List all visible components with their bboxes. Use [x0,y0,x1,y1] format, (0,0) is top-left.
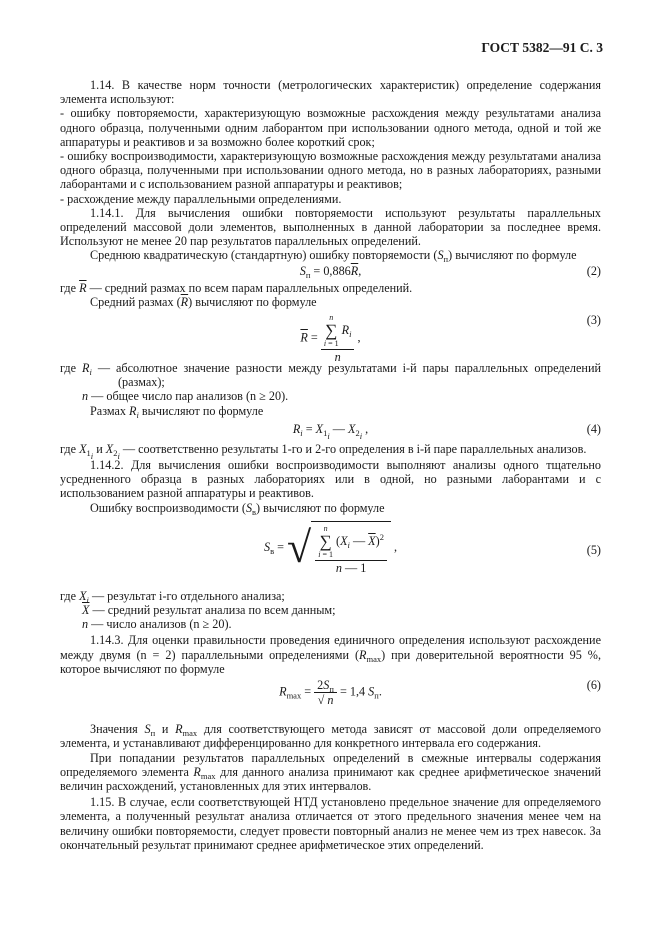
formula-5: $S_в$ = √ n ∑ i = 1 ($X_i$ — $\overline{X})^2$ n — 1 , (5) [60,515,601,589]
where-n: n — общее число пар анализов (n ≥ 20). [82,389,289,404]
section-1-14-intro: 1.14. В качестве норм точности (метрологических характеристик) определение содержания элемента используют: [60,78,601,107]
formula-6: $R_{max}$ = $\frac{2S_п}{√ n}$ = 1,4 $S_п$. (6) [279,678,601,708]
page-header: ГОСТ 5382—91 С. 3 [481,40,603,55]
section-1-15: 1.15. В случае, если соответствующей НТД установлено предельное значение для определяемого элемента, а полученный результат анализа отличается от этого предельного значения менее чем на величину ошибки повторяемости, следует провести повторный анализ не менее чем из трех навесок. За окончательный результат принимают среднее арифметическое этих определений. [60,795,601,852]
section-1-14-2: 1.14.2. Для вычисления ошибки воспроизводимости выполняют анализы одного тщательно усредненного образца в разных лабораториях или в одной, но разными лаборантами и с использованием разной аппаратуры и реактивов. [60,458,601,501]
where-xbar: $\overline{X}$ — средний результат анализа по всем данным; [82,603,336,618]
list-item-reproducibility: - ошибку воспроизводимости, характеризующую возможные расхождения между результатами анализа одного образца, полученными при использовании одного метода, но в разных лабораториях, разными лаборантами и с использованием разной аппаратуры и реактивов; [60,149,601,192]
section-1-14-1: 1.14.1. Для вычисления ошибки повторяемости используют результаты параллельных определений массовой доли элементов, выполненных в данной лаборатории за последнее время. Используют не менее 20 пар результатов параллельных определений. [60,205,601,249]
document-body [60,78,601,852]
formula-number: (4) [586,421,601,436]
list-item-parallel: - расхождение между параллельными определениями. [60,191,342,206]
repeatability-formula-intro: Среднюю квадратическую (стандартную) ошибку повторяемости $(S_п)$ вычисляют по формуле [90,248,577,265]
adjacent-intervals-paragraph: При попадании результатов параллельных определений в смежные интервалы содержания определяемого элемента $R_{max}$ для данного анализа принимают как среднее арифметическое значений величин расхождений, установленных для этих интервалов. [60,750,602,793]
formula-2: $S_п = 0,886\overline{R}$, (2) [299,263,601,280]
list-item-repeatability: - ошибку повторяемости, характеризующую возможные расхождения между результатами анализа одного образца, полученными одним лаборантом при использовании одного метода, одной и той же аппаратуры и реактивов и за возможно более короткий срок; [60,106,601,149]
where-ri: где $R_i$ — абсолютное значение разности между результатами i-й пары параллельных определений (размах); [60,361,601,390]
formula-number: (3) [586,313,601,328]
formula-number: (6) [586,678,601,693]
formula-number: (2) [586,263,601,278]
values-paragraph: Значения $S_п$ и $R_{max}$ для соответствующего метода зависят от массовой доли определяемого элемента, и устанавливают дифференцированно для конкретного интервала его содержания. [60,722,601,751]
where-x1-x2: где $X_{1_i}$ и $X_{2_i}$ — соответственно результаты 1-го и 2-го определения в i-й паре параллельных анализов. [60,441,587,461]
where-xi: где $X_i$ — результат i-го отдельного анализа; [60,588,285,605]
formula-4: $R_i = X_{1_i}$ — $X_{2_i}$ , (4) [292,421,601,441]
mean-range-intro: Средний размах $(\overline{R})$ вычисляют по формуле [90,294,317,309]
section-1-14-3: 1.14.3. Для оценки правильности проведения единичного определения используют расхождение между двумя (n = 2) параллельными определениями $(R_{max})$ при доверительной вероятности 95 %, которое вычисляют по формуле [60,633,601,676]
where-rbar: где $\overline{R}$ — средний размах по всем парам параллельных определений. [60,280,413,295]
formula-number: (5) [586,542,601,557]
reproducibility-formula-intro: Ошибку воспроизводимости $(S_в)$ вычисляют по формуле [90,500,385,517]
range-intro: Размах $R_i$ вычисляют по формуле [90,403,264,420]
where-n-analyses: n — число анализов (n ≥ 20). [82,617,232,632]
formula-3: $\overline{R}$ = n ∑ i = 1 $R_i$ n , (3) [300,313,601,365]
